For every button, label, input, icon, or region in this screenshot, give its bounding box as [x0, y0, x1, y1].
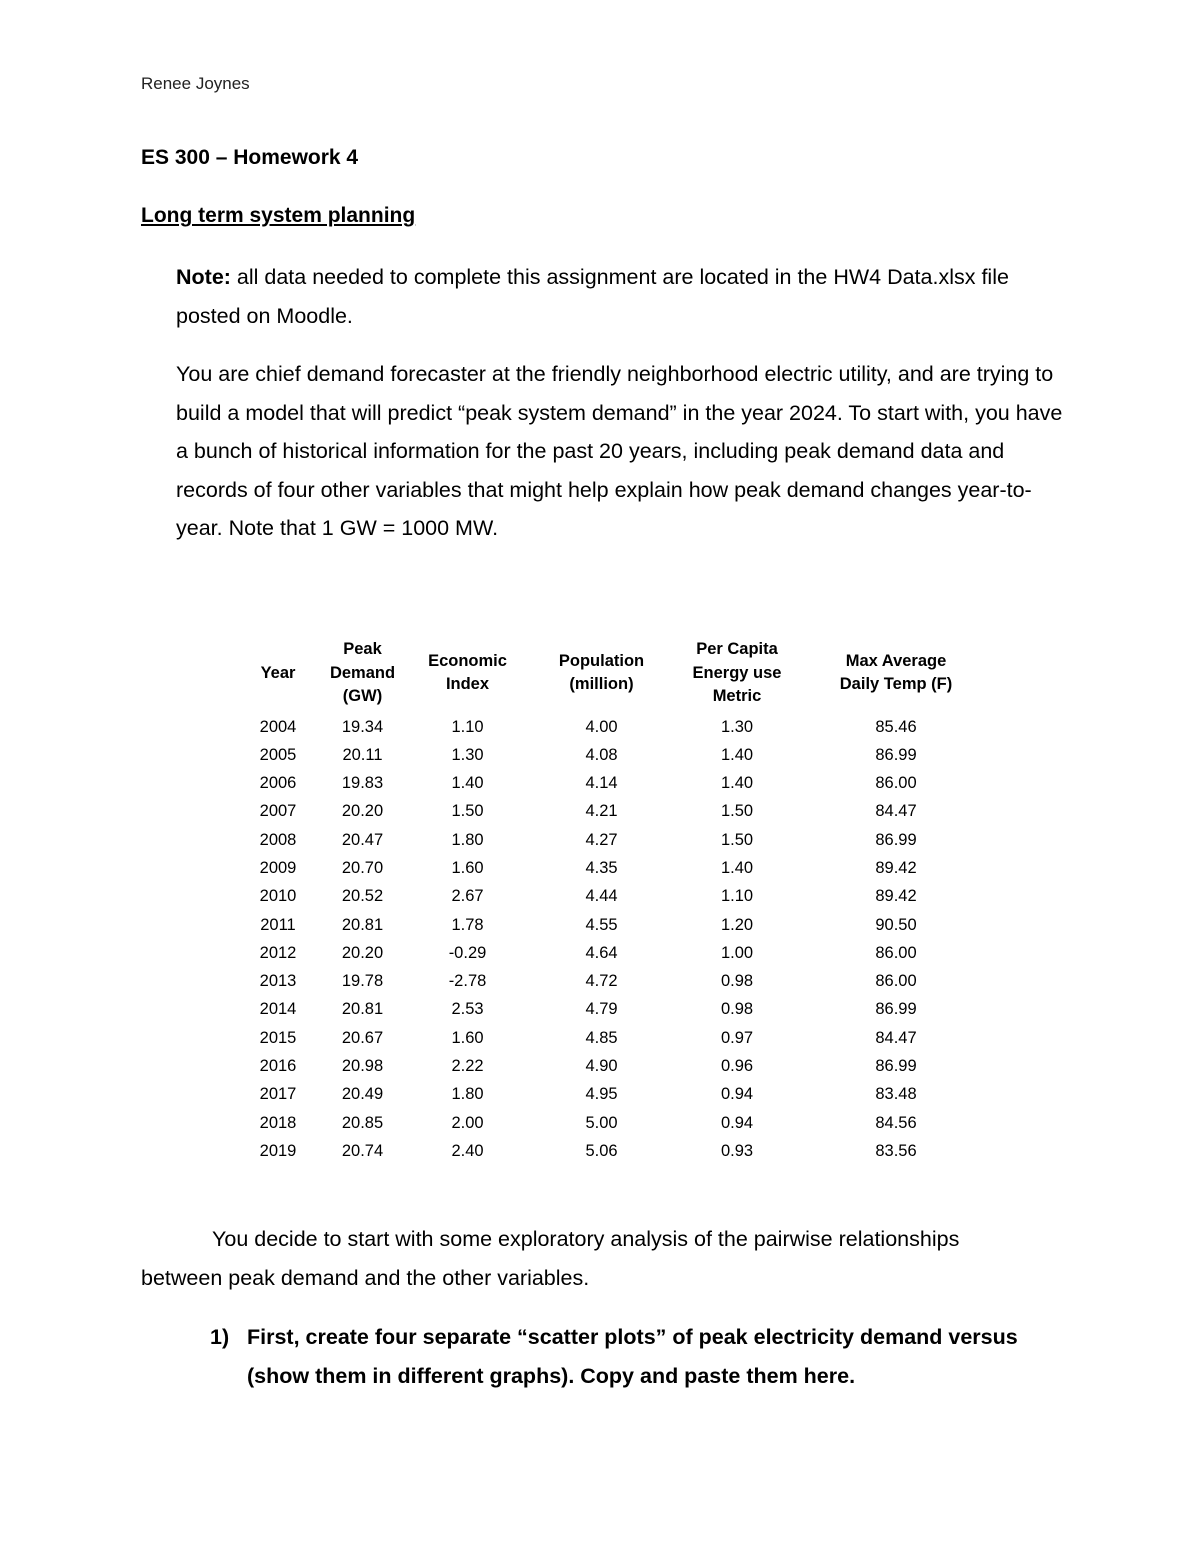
table-cell: 2.67: [451, 887, 484, 906]
table-cell: 2014: [259, 1000, 297, 1019]
table-cell: 1.40: [720, 745, 754, 764]
table-cell: 84.47: [875, 1028, 917, 1047]
table-cell: 2.00: [451, 1113, 484, 1132]
table-cell: 1.60: [451, 858, 484, 877]
table-cell: 4.08: [585, 745, 618, 764]
table-cell: 4.35: [585, 858, 618, 877]
data-table: [246, 638, 1001, 1165]
table-cell: 4.79: [585, 1000, 618, 1019]
table-cell: 4.95: [585, 1085, 618, 1104]
column-header-line: Year: [260, 663, 296, 682]
table-cell: 0.94: [720, 1085, 754, 1104]
table-row: [246, 967, 1001, 995]
table-cell: 19.83: [341, 774, 384, 793]
table-cell: 2006: [259, 774, 297, 793]
table-cell: 2008: [259, 830, 297, 849]
table-cell: 1.00: [720, 943, 754, 962]
table-cell: 89.42: [875, 887, 917, 906]
column-header-line: Index: [445, 675, 490, 694]
table-row: [246, 741, 1001, 769]
column-header: [415, 638, 520, 713]
table-cell: 2019: [259, 1141, 297, 1160]
column-header-line: Per Capita: [696, 640, 778, 658]
table-cell: 2.40: [451, 1141, 484, 1160]
table-cell: 2013: [259, 972, 297, 991]
table-cell: 1.78: [451, 915, 484, 934]
table-cell: -0.29: [448, 943, 487, 962]
table-cell: 1.20: [720, 915, 754, 934]
table-cell: 20.98: [341, 1057, 384, 1076]
table-header-row: [246, 638, 1001, 713]
note-paragraph: [176, 258, 1076, 335]
column-header: [310, 638, 415, 713]
table-cell: 19.34: [341, 717, 384, 736]
table-cell: 2015: [259, 1028, 297, 1047]
table-cell: 1.10: [451, 717, 484, 736]
table-cell: 1.80: [451, 830, 484, 849]
table-row: [246, 826, 1001, 854]
table-cell: -2.78: [448, 972, 487, 991]
table-cell: 0.96: [720, 1057, 754, 1076]
column-header-line: Max Average: [845, 651, 947, 670]
table-cell: 85.46: [875, 717, 917, 736]
table-cell: 1.40: [720, 774, 754, 793]
table-cell: 2017: [259, 1085, 297, 1104]
table-cell: 2007: [259, 802, 297, 821]
table-cell: 4.14: [585, 774, 618, 793]
table-cell: 1.50: [451, 802, 484, 821]
note-text: all data needed to complete this assignment are located in the HW4 Data.xlsx file posted on Moodle.: [176, 265, 1009, 328]
table-cell: 2010: [259, 887, 297, 906]
table-cell: 86.99: [875, 1057, 917, 1076]
table-cell: 1.40: [720, 858, 754, 877]
table-cell: 5.00: [585, 1113, 618, 1132]
table-cell: 83.56: [875, 1141, 917, 1160]
table-cell: 1.50: [720, 802, 754, 821]
table-cell: 2016: [259, 1057, 297, 1076]
table-cell: 83.48: [875, 1085, 917, 1104]
table-cell: 2018: [259, 1113, 297, 1132]
column-header-line: (million): [569, 675, 634, 694]
table-cell: 4.44: [585, 887, 618, 906]
exploratory-paragraph: You decide to start with some exploratory analysis of the pairwise relationships between peak demand and the other variables.: [141, 1227, 960, 1290]
table-cell: 20.85: [341, 1113, 384, 1132]
table-cell: 20.52: [341, 887, 384, 906]
table-row: [246, 769, 1001, 797]
table-row: [246, 1137, 1001, 1165]
column-header-line: Peak: [343, 640, 382, 658]
table-cell: 1.10: [720, 887, 754, 906]
table-cell: 84.47: [875, 802, 917, 821]
table-cell: 89.42: [875, 858, 917, 877]
table-cell: 20.81: [341, 1000, 384, 1019]
table-cell: 20.81: [341, 915, 384, 934]
column-header-line: Demand: [329, 663, 396, 682]
table-cell: 0.93: [720, 1141, 754, 1160]
table-cell: 1.40: [451, 774, 484, 793]
table-cell: 4.27: [585, 830, 618, 849]
table-row: [246, 797, 1001, 825]
table-cell: 1.30: [720, 717, 754, 736]
table-cell: 20.11: [342, 745, 383, 764]
table-cell: 2012: [259, 943, 297, 962]
table-row: [246, 713, 1001, 741]
table-cell: 2004: [259, 717, 297, 736]
table-row: [246, 1080, 1001, 1108]
table-cell: 5.06: [585, 1141, 618, 1160]
section-heading: Long term system planning: [141, 204, 416, 227]
table-row: [246, 1052, 1001, 1080]
table-cell: 1.30: [451, 745, 484, 764]
table-cell: 4.55: [585, 915, 618, 934]
table-cell: 86.99: [875, 830, 917, 849]
table-cell: 20.49: [341, 1085, 384, 1104]
table-cell: 2.53: [451, 1000, 484, 1019]
question-text: First, create four separate “scatter plots” of peak electricity demand versus (show them in different graphs). Copy and paste them here.: [247, 1325, 1018, 1388]
table-row: [246, 882, 1001, 910]
table-cell: 2011: [260, 915, 296, 934]
table-cell: 0.98: [720, 1000, 754, 1019]
column-header: [246, 638, 310, 713]
table-row: [246, 995, 1001, 1023]
column-header-line: Daily Temp (F): [839, 675, 953, 694]
table-cell: 19.78: [341, 972, 384, 991]
column-header-line: Metric: [712, 687, 762, 705]
table-cell: 90.50: [875, 915, 917, 934]
table-cell: 0.98: [720, 972, 754, 991]
table-cell: 20.20: [341, 802, 384, 821]
table-cell: 4.90: [585, 1057, 618, 1076]
table-cell: 2009: [259, 858, 297, 877]
table-cell: 0.94: [720, 1113, 754, 1132]
author-name: Renee Joynes: [141, 74, 250, 93]
table-cell: 86.99: [875, 1000, 917, 1019]
table-row: [246, 1024, 1001, 1052]
table-cell: 4.00: [585, 717, 618, 736]
table-row: [246, 939, 1001, 967]
table-cell: 2.22: [451, 1057, 484, 1076]
table-cell: 4.85: [585, 1028, 618, 1047]
column-header: [791, 638, 1001, 713]
column-header-line: Economic: [428, 651, 507, 670]
table-row: [246, 854, 1001, 882]
table-cell: 20.67: [341, 1028, 384, 1047]
table-cell: 20.74: [341, 1141, 384, 1160]
table-cell: 86.99: [875, 745, 917, 764]
question-number: 1): [210, 1325, 230, 1349]
table-cell: 20.20: [341, 943, 384, 962]
column-header-line: Population: [558, 651, 645, 670]
column-header-line: (GW): [342, 687, 383, 705]
question-1: [210, 1318, 1080, 1395]
table-cell: 4.21: [585, 802, 618, 821]
table-cell: 84.56: [875, 1113, 917, 1132]
table-cell: 86.00: [875, 943, 917, 962]
column-header: [683, 638, 791, 713]
table-cell: 0.97: [720, 1028, 754, 1047]
table-cell: 20.47: [341, 830, 384, 849]
table-cell: 2005: [259, 745, 297, 764]
table-cell: 1.60: [451, 1028, 484, 1047]
table-row: [246, 911, 1001, 939]
table-cell: 1.50: [720, 830, 754, 849]
table-cell: 86.00: [875, 972, 917, 991]
table-cell: 4.64: [585, 943, 618, 962]
document-title: ES 300 – Homework 4: [141, 146, 359, 169]
table-cell: 1.80: [451, 1085, 484, 1104]
table-row: [246, 1109, 1001, 1137]
table-cell: 20.70: [341, 858, 384, 877]
note-label: Note:: [176, 265, 231, 289]
table-cell: 86.00: [875, 774, 917, 793]
intro-paragraph: You are chief demand forecaster at the friendly neighborhood electric utility, and are trying to build a model that will predict “peak system demand” in the year 2024. To start with, you have a bunch of historical information for the past 20 years, including peak demand data and records of four other variables that might help explain how peak demand changes year-to-year. Note that 1 GW = 1000 MW.: [176, 362, 1063, 540]
column-header-line: Energy use: [692, 663, 782, 682]
table-body: [246, 713, 1001, 1166]
table-cell: 4.72: [585, 972, 618, 991]
column-header: [520, 638, 683, 713]
